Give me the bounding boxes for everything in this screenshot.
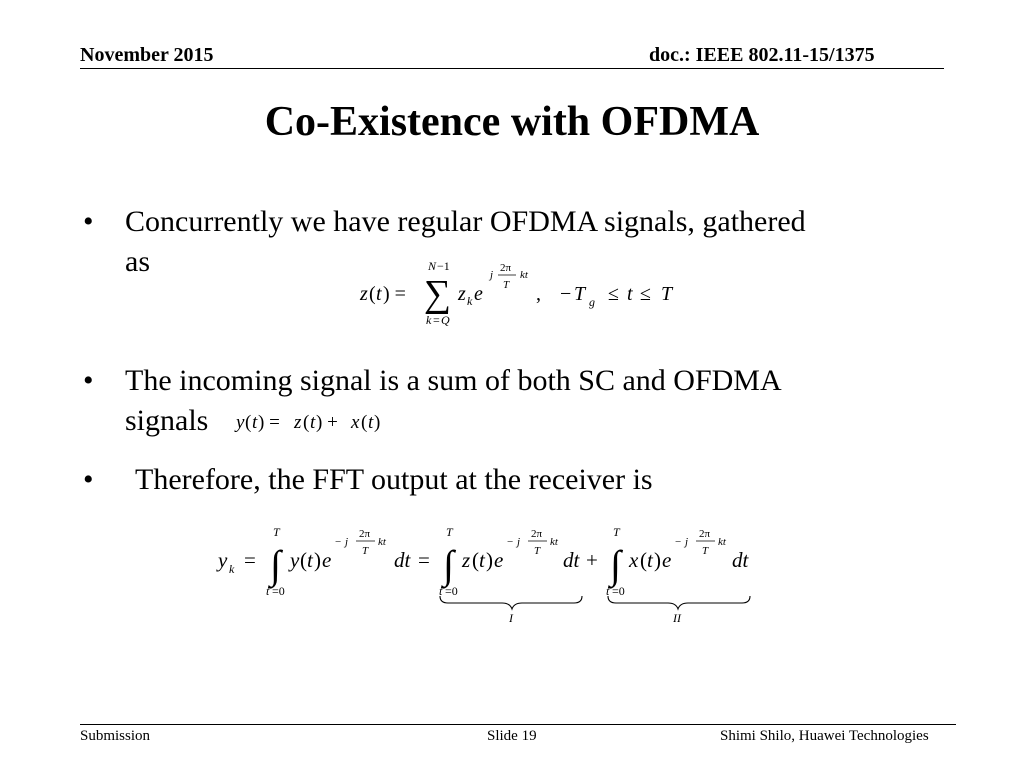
bullet-marker: • (83, 364, 94, 397)
svg-text:y: y (290, 548, 300, 572)
bullet-text-line2: as (125, 245, 150, 278)
bullet-text-line1: Therefore, the FFT output at the receiver is (135, 463, 653, 496)
svg-text:∫: ∫ (610, 542, 621, 587)
svg-text:t: t (368, 412, 374, 433)
svg-text:dt: dt (394, 548, 411, 572)
svg-text:t: t (647, 548, 653, 572)
svg-text:∑: ∑ (424, 273, 452, 315)
svg-text:(: ( (472, 548, 479, 572)
svg-text:T: T (613, 525, 620, 539)
svg-text:kt: kt (378, 536, 386, 548)
svg-text:T: T (702, 545, 709, 557)
svg-text:T: T (362, 545, 369, 557)
svg-text:) =: ) = (258, 412, 280, 433)
svg-text:t: t (627, 283, 633, 305)
svg-text:k: k (426, 313, 432, 327)
svg-text:kt: kt (718, 536, 726, 548)
svg-text:=0: =0 (612, 584, 625, 598)
bullet-marker: • (83, 205, 94, 238)
svg-text:y: y (218, 548, 228, 572)
bullet-text-line1: Concurrently we have regular OFDMA signals, gathered (125, 205, 806, 238)
svg-text:(: ( (369, 283, 376, 305)
svg-text:e: e (322, 548, 332, 572)
svg-text:t: t (376, 283, 382, 305)
bullet-marker: • (83, 463, 94, 496)
svg-text:) =: ) = (383, 283, 406, 305)
svg-text:): ) (374, 412, 381, 433)
svg-text:dt: dt (563, 548, 580, 572)
svg-text:t: t (252, 412, 258, 433)
svg-text:=: = (433, 313, 440, 327)
bullet-text-line1: The incoming signal is a sum of both SC and OFDMA (125, 364, 782, 397)
svg-text:II: II (673, 611, 681, 625)
svg-text:kt: kt (550, 536, 558, 548)
svg-text:): ) (486, 548, 493, 572)
svg-text:x: x (351, 412, 360, 433)
svg-text:2π: 2π (359, 528, 371, 540)
svg-text:∫: ∫ (443, 542, 454, 587)
svg-text:): ) (314, 548, 321, 572)
svg-text:z: z (360, 283, 368, 305)
svg-text:=0: =0 (445, 584, 458, 598)
svg-text:dt: dt (732, 548, 749, 572)
svg-text:t: t (606, 584, 610, 598)
header-date: November 2015 (80, 44, 214, 66)
svg-text:I: I (509, 611, 513, 625)
svg-text:T: T (446, 525, 453, 539)
header-doc-id: doc.: IEEE 802.11-15/1375 (649, 44, 875, 66)
svg-text:2π: 2π (531, 528, 543, 540)
svg-text:): ) (654, 548, 661, 572)
svg-text:t: t (439, 584, 443, 598)
svg-text:−1: −1 (437, 259, 450, 273)
svg-text:t: t (310, 412, 316, 433)
svg-text:−: − (560, 283, 572, 305)
slide-title: Co-Existence with OFDMA (264, 99, 760, 145)
svg-text:T: T (534, 545, 541, 557)
svg-text:z: z (462, 548, 471, 572)
svg-text:−: − (507, 536, 514, 548)
svg-text:e: e (494, 548, 504, 572)
footer-rule (80, 724, 956, 725)
svg-text:k: k (229, 562, 235, 576)
svg-text:j: j (685, 536, 689, 548)
svg-text:∫: ∫ (270, 542, 281, 587)
svg-text:+: + (586, 548, 598, 572)
svg-text:j: j (490, 269, 494, 281)
svg-text:t: t (307, 548, 313, 572)
svg-text:e: e (474, 283, 483, 305)
svg-text:2π: 2π (500, 262, 512, 274)
equation-signal-sum (236, 408, 416, 443)
svg-text:(: ( (361, 412, 368, 433)
svg-text:j: j (345, 536, 349, 548)
svg-text:≤: ≤ (640, 283, 651, 305)
svg-text:2π: 2π (699, 528, 711, 540)
footer-slide-number: Slide 19 (487, 728, 537, 744)
bullet-text-line2: signals (125, 404, 209, 437)
footer-author: Shimi Shilo, Huawei Technologies (720, 728, 929, 744)
svg-text:T: T (503, 279, 510, 291)
equation-ofdma-sum (360, 258, 690, 333)
svg-text:t: t (266, 584, 270, 598)
svg-text:T: T (661, 283, 673, 305)
svg-text:k: k (467, 294, 473, 308)
svg-text:(: ( (300, 548, 307, 572)
svg-text:kt: kt (520, 269, 528, 281)
svg-text:Q: Q (441, 313, 450, 327)
equation-fft-output (218, 524, 758, 629)
svg-text:=: = (244, 548, 256, 572)
svg-text:j: j (517, 536, 521, 548)
svg-text:T: T (574, 283, 586, 305)
svg-text:x: x (629, 548, 639, 572)
svg-text:y: y (236, 412, 245, 433)
svg-text:T: T (273, 525, 280, 539)
svg-text:e: e (662, 548, 672, 572)
header-rule (80, 68, 944, 69)
svg-text:z: z (458, 283, 466, 305)
svg-text:) +: ) + (316, 412, 338, 433)
svg-text:(: ( (245, 412, 252, 433)
svg-text:=: = (418, 548, 430, 572)
svg-text:−: − (675, 536, 682, 548)
svg-text:N: N (428, 259, 437, 273)
svg-text:,: , (536, 283, 541, 305)
svg-text:t: t (479, 548, 485, 572)
svg-text:g: g (589, 295, 595, 309)
footer-submission: Submission (80, 728, 151, 744)
svg-text:(: ( (303, 412, 310, 433)
svg-text:≤: ≤ (608, 283, 619, 305)
svg-text:(: ( (640, 548, 647, 572)
svg-text:−: − (335, 536, 342, 548)
svg-text:=0: =0 (272, 584, 285, 598)
svg-text:z: z (294, 412, 302, 433)
